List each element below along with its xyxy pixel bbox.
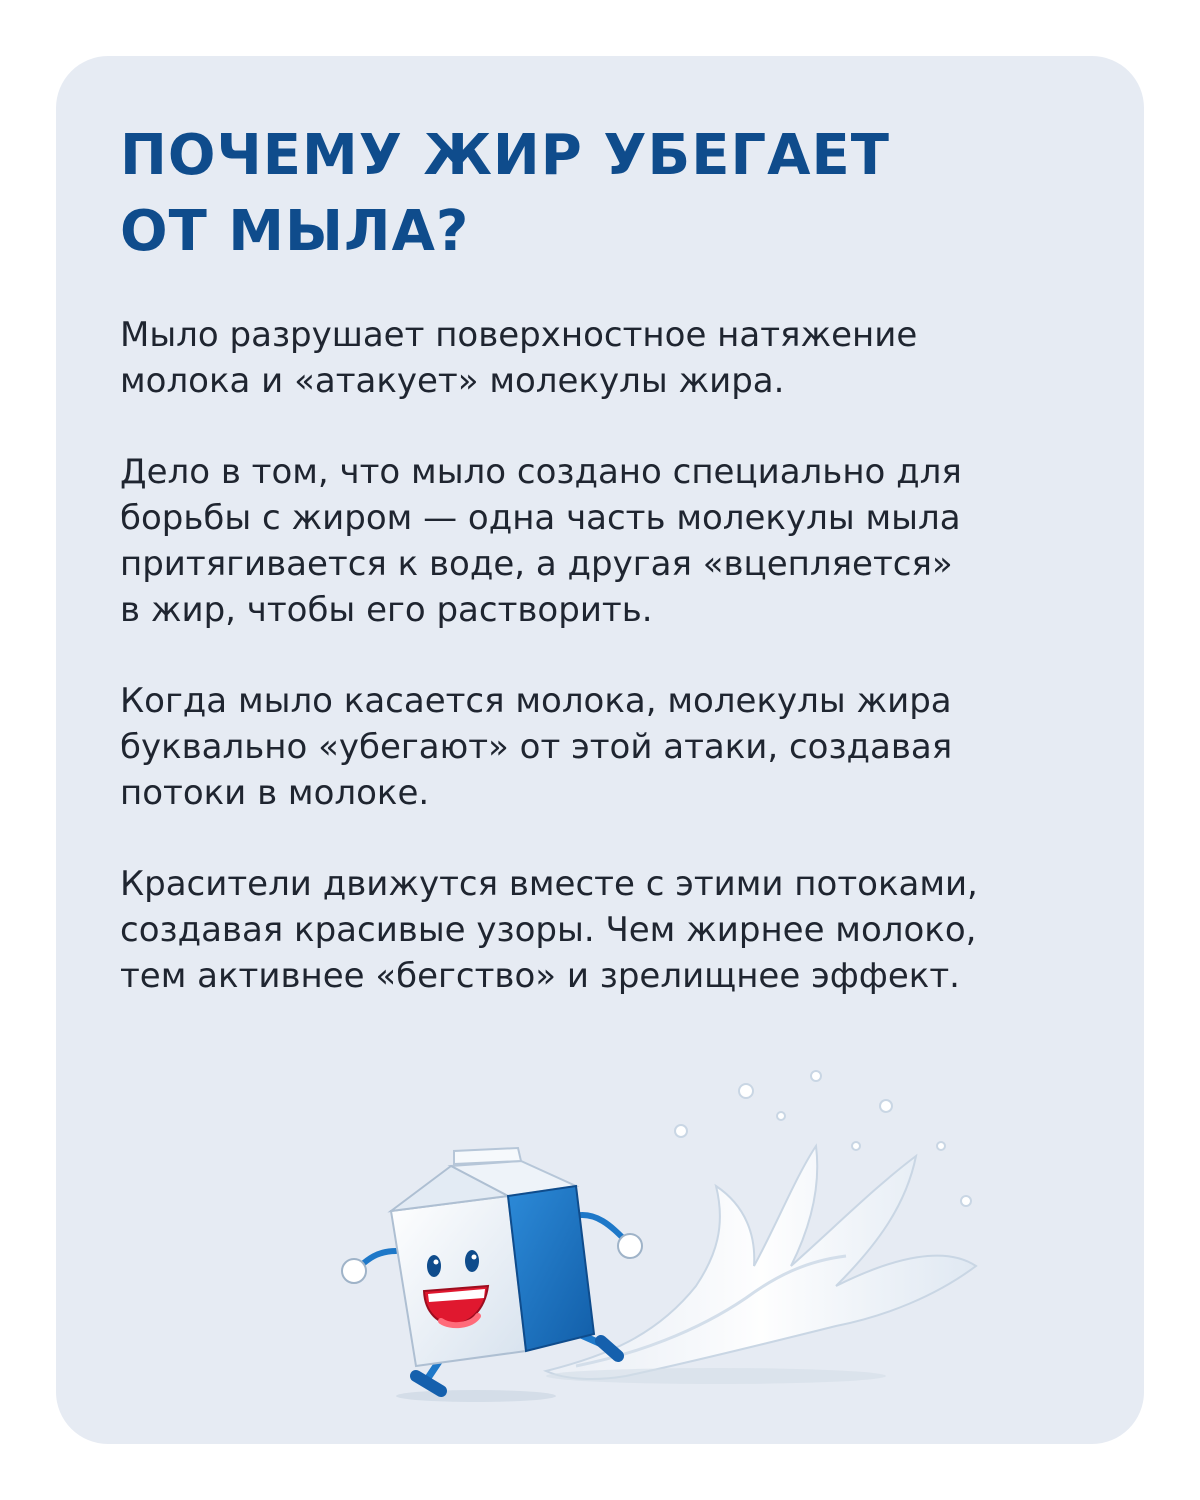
text-line: молока и «атакует» молекулы жира. (120, 361, 785, 401)
text-line: притягивается к воде, а другая «вцепляется» (120, 544, 953, 584)
paragraph-soap-molecule (120, 449, 1110, 633)
text-line: создавая красивые узоры. Чем жирнее молоко, (120, 910, 977, 950)
text-line: тем активнее «бегство» и зрелищнее эффект. (120, 956, 960, 996)
text-line: в жир, чтобы его растворить. (120, 590, 653, 630)
text-line: потоки в молоке. (120, 773, 430, 813)
paragraph-surface-tension (120, 312, 1110, 404)
text-line: буквально «убегают» от этой атаки, создавая (120, 727, 953, 767)
text-line: Красители движутся вместе с этими потоками, (120, 864, 978, 904)
text-line: Дело в том, что мыло создано специально для (120, 452, 962, 492)
title-line: ПОЧЕМУ ЖИР УБЕГАЕТ (120, 123, 890, 188)
text-line: борьбы с жиром — одна часть молекулы мыла (120, 498, 961, 538)
paragraph-fat-escape (120, 678, 1110, 816)
running-milk-carton-illustration (276, 1036, 996, 1406)
text-line: Когда мыло касается молока, молекулы жира (120, 681, 952, 721)
text-line: Мыло разрушает поверхностное натяжение (120, 315, 918, 355)
article-body (120, 312, 1110, 1044)
title-line: ОТ МЫЛА? (120, 199, 470, 264)
paragraph-dye-patterns (120, 861, 1110, 999)
page-title (120, 118, 890, 270)
content-card (56, 56, 1144, 1444)
